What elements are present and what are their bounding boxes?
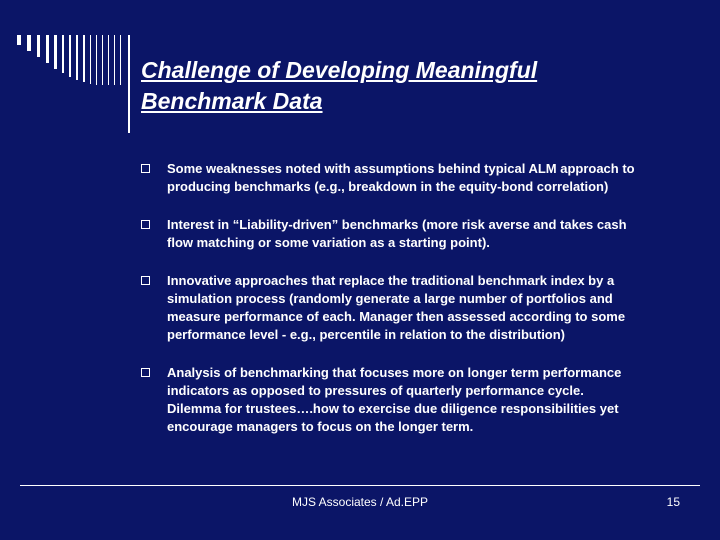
bullet-item	[140, 364, 680, 436]
page-number: 15	[666, 495, 680, 509]
bar	[83, 35, 85, 82]
bullet-line: Dilemma for trustees….how to exercise due diligence responsibilities yet	[167, 401, 619, 416]
bar	[96, 35, 97, 85]
title-line-2: Benchmark Data	[141, 88, 323, 114]
bar	[120, 35, 121, 85]
bullet-item	[140, 160, 680, 196]
bar	[108, 35, 109, 85]
square-bullet-icon	[141, 164, 150, 173]
bullet-item	[140, 216, 680, 252]
decorative-bars	[17, 35, 135, 85]
bar	[102, 35, 103, 85]
title-line-1: Challenge of Developing Meaningful	[141, 57, 538, 83]
bullet-item	[140, 272, 680, 344]
bullet-line: performance level - e.g., percentile in relation to the distribution)	[167, 327, 566, 342]
footer-divider	[20, 485, 700, 486]
bar	[46, 35, 49, 63]
bullet-line: Analysis of benchmarking that focuses more on longer term performance	[167, 365, 622, 380]
title-vertical-rule	[128, 35, 130, 133]
bullet-line: indicators as opposed to pressures of quarterly performance cycle.	[167, 383, 584, 398]
bar	[27, 35, 31, 51]
footer-text: MJS Associates / Ad.EPP	[291, 495, 429, 509]
bullet-line: Innovative approaches that replace the traditional benchmark index by a	[167, 273, 615, 288]
bar	[114, 35, 115, 85]
bullet-line: Some weaknesses noted with assumptions behind typical ALM approach to	[167, 161, 635, 176]
slide-title	[141, 55, 701, 117]
bullet-line: producing benchmarks (e.g., breakdown in the equity-bond correlation)	[167, 179, 609, 194]
square-bullet-icon	[141, 220, 150, 229]
bullet-line: encourage managers to focus on the longer term.	[167, 419, 474, 434]
bar	[54, 35, 57, 69]
bullet-list	[140, 160, 680, 436]
bar	[76, 35, 78, 80]
bar	[62, 35, 64, 73]
bullet-line: flow matching or some variation as a starting point).	[167, 235, 490, 250]
bar	[69, 35, 71, 77]
square-bullet-icon	[141, 368, 150, 377]
bar	[17, 35, 21, 45]
bullet-line: simulation process (randomly generate a large number of portfolios and	[167, 291, 613, 306]
square-bullet-icon	[141, 276, 150, 285]
bullet-line: measure performance of each. Manager then assessed according to some	[167, 309, 626, 324]
bar	[90, 35, 91, 84]
bar	[37, 35, 40, 57]
bullet-line: Interest in “Liability-driven” benchmarks (more risk averse and takes cash	[167, 217, 627, 232]
